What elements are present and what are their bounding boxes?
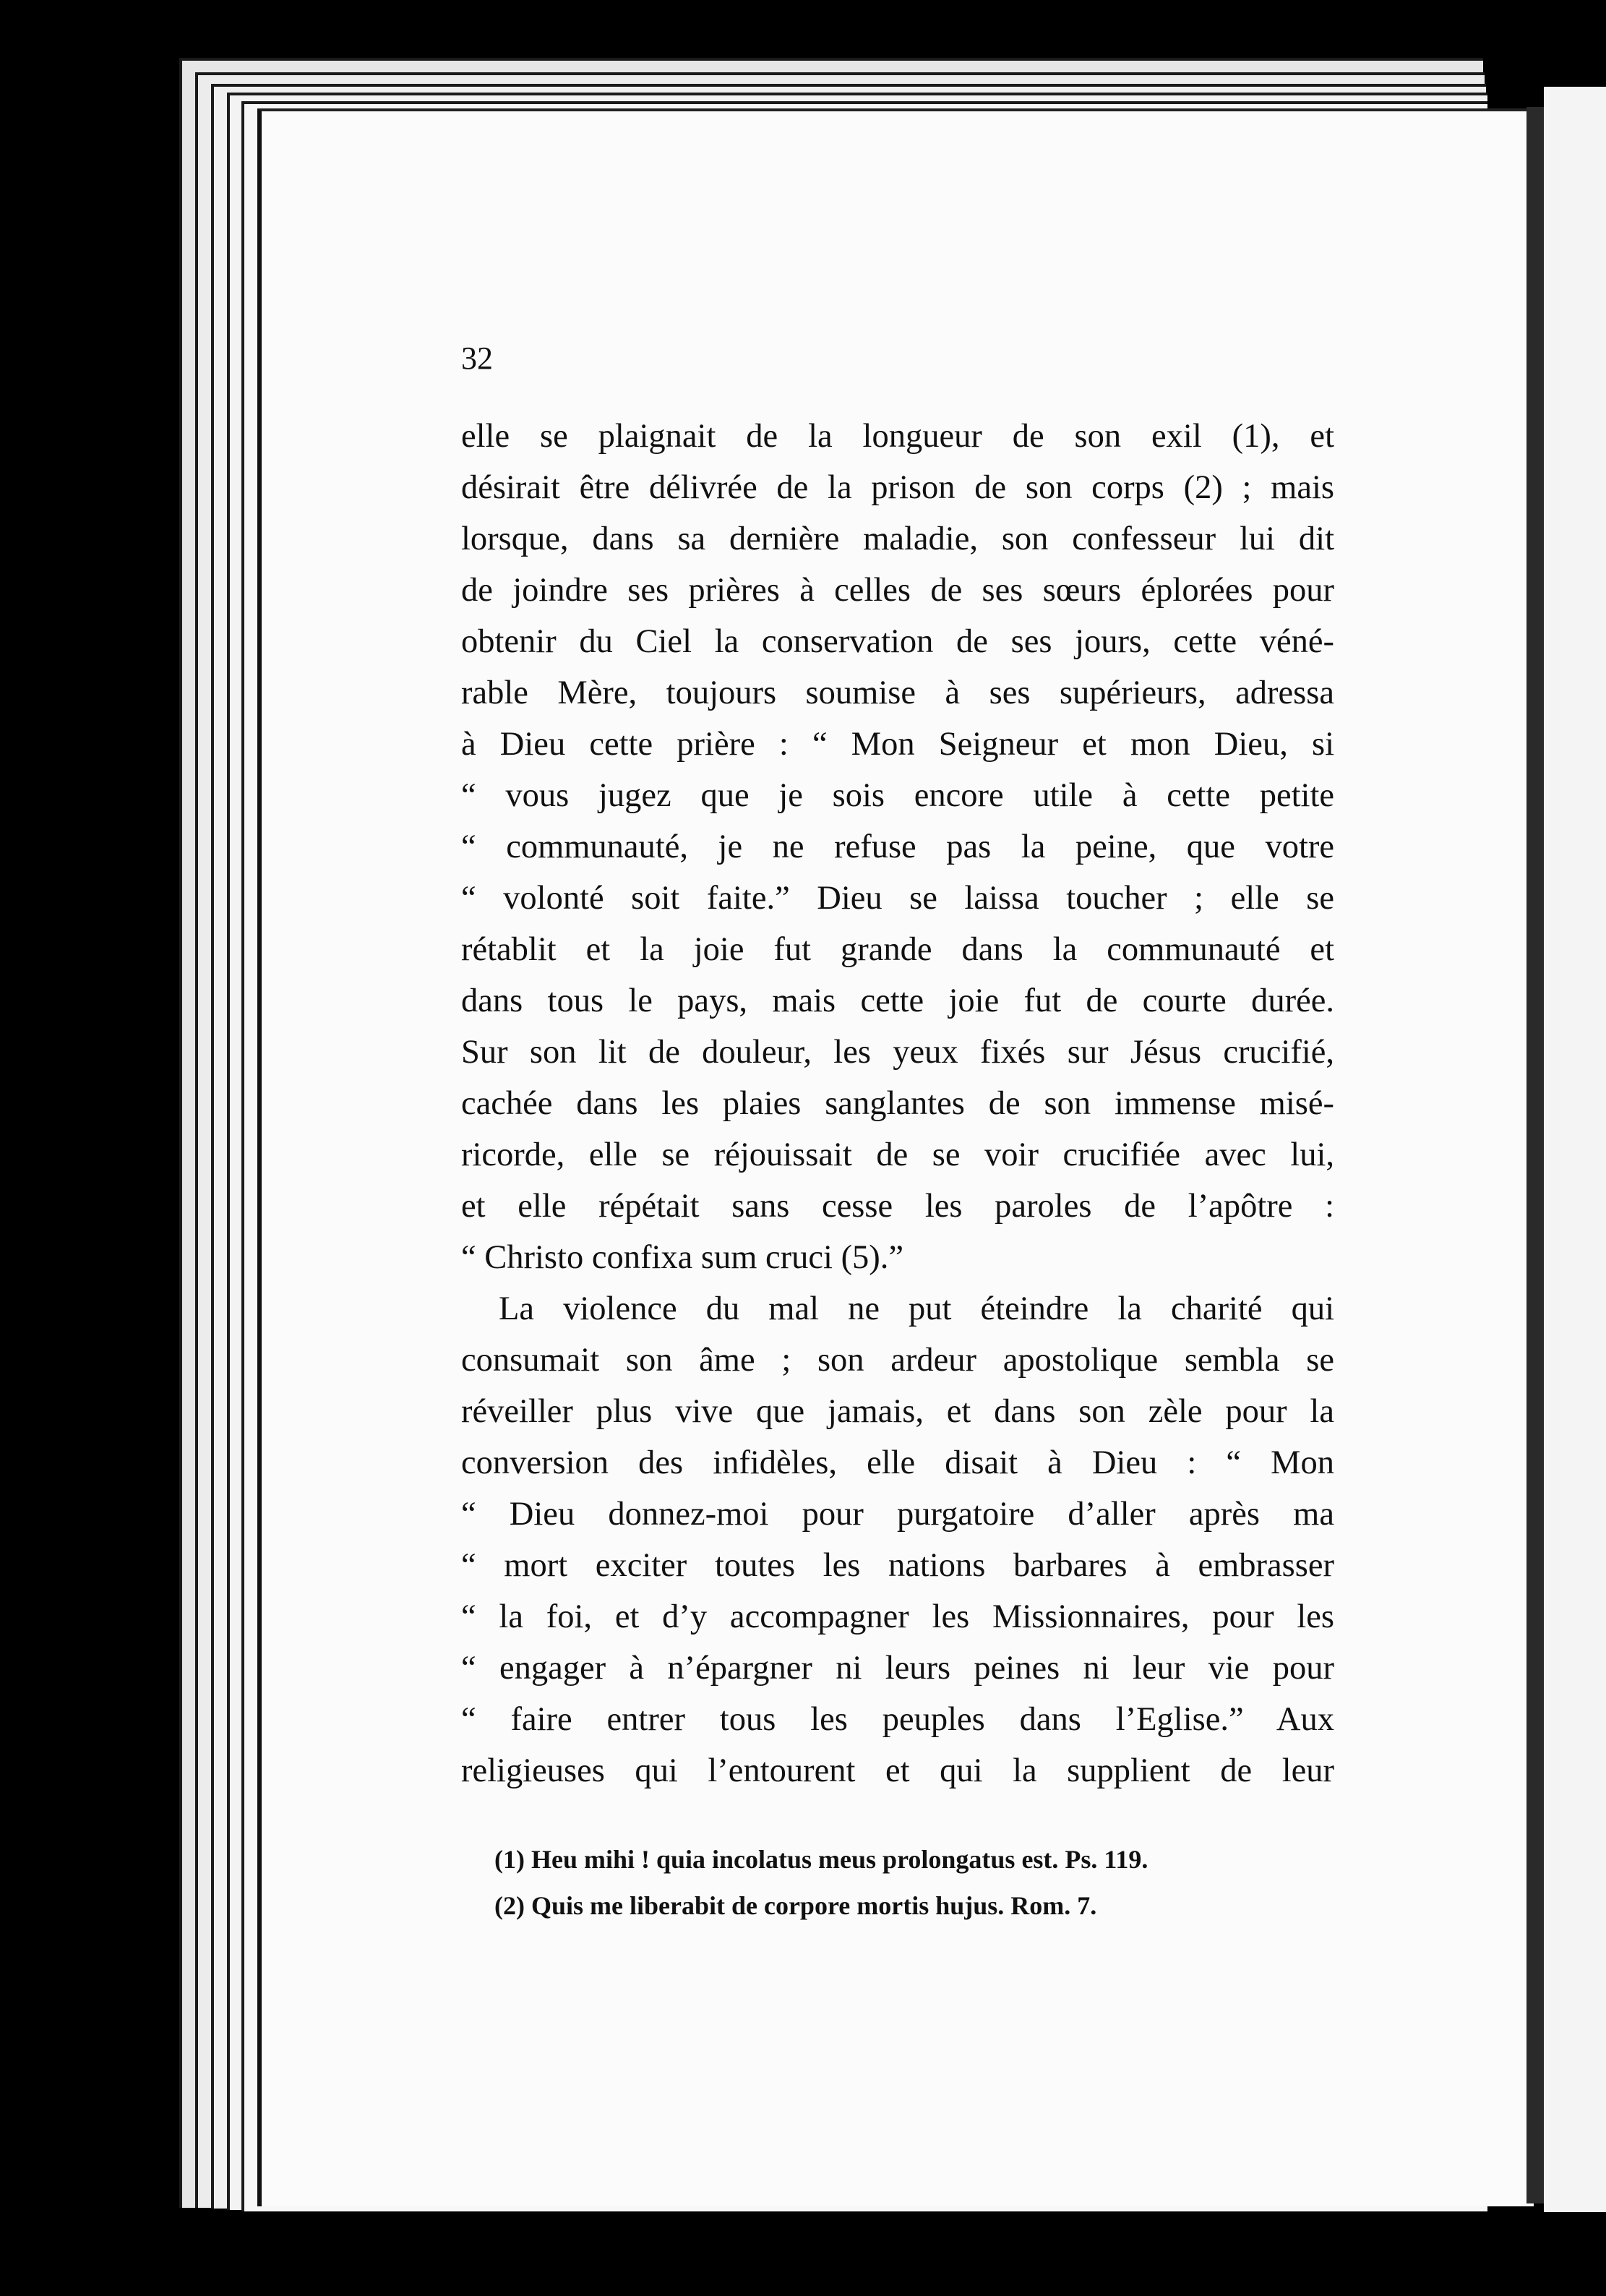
text-line: religieuses qui l’entourent et qui la supplient de leur bbox=[461, 1752, 1334, 1789]
text-line: cachée dans les plaies sanglantes de son immense misé- bbox=[461, 1085, 1334, 1122]
text-line: conversion des infidèles, elle disait à Dieu : “ Mon bbox=[461, 1444, 1334, 1481]
text-line: “ volonté soit faite.” Dieu se laissa toucher ; elle se bbox=[461, 880, 1334, 917]
text-line: désirait être délivrée de la prison de son corps (2) ; mais bbox=[461, 469, 1334, 506]
text-line: de joindre ses prières à celles de ses sœurs éplorées pour bbox=[461, 572, 1334, 609]
text-line: et elle répétait sans cesse les paroles de l’apôtre : bbox=[461, 1188, 1334, 1225]
text-line: rétablit et la joie fut grande dans la communauté et bbox=[461, 931, 1334, 968]
text-line: ricorde, elle se réjouissait de se voir crucifiée avec lui, bbox=[461, 1136, 1334, 1173]
text-line: à Dieu cette prière : “ Mon Seigneur et mon Dieu, si bbox=[461, 726, 1334, 763]
text-line: rable Mère, toujours soumise à ses supérieurs, adressa bbox=[461, 674, 1334, 711]
text-line: “ Christo confixa sum cruci (5).” bbox=[461, 1239, 904, 1276]
footnote: (1) Heu mihi ! quia incolatus meus prolongatus est. Ps. 119. bbox=[494, 1845, 1148, 1874]
text-line: consumait son âme ; son ardeur apostolique sembla se bbox=[461, 1342, 1334, 1379]
footnote: (2) Quis me liberabit de corpore mortis hujus. Rom. 7. bbox=[494, 1891, 1097, 1920]
text-line: Sur son lit de douleur, les yeux fixés sur Jésus crucifié, bbox=[461, 1034, 1334, 1071]
text-line: lorsque, dans sa dernière maladie, son confesseur lui dit bbox=[461, 521, 1334, 557]
facing-page-edge bbox=[1544, 87, 1606, 2212]
footnotes bbox=[494, 1836, 1289, 1929]
text-line: “ mort exciter toutes les nations barbares à embrasser bbox=[461, 1547, 1334, 1584]
text-line: “ Dieu donnez-moi pour purgatoire d’aller après ma bbox=[461, 1496, 1334, 1533]
text-line: “ engager à n’épargner ni leurs peines ni leur vie pour bbox=[461, 1650, 1334, 1687]
text-line: dans tous le pays, mais cette joie fut de courte durée. bbox=[461, 982, 1334, 1019]
text-line: obtenir du Ciel la conservation de ses jours, cette véné- bbox=[461, 623, 1334, 660]
text-line: “ vous jugez que je sois encore utile à cette petite bbox=[461, 777, 1334, 814]
text-line: “ la foi, et d’y accompagner les Missionnaires, pour les bbox=[461, 1598, 1334, 1635]
text-line: “ faire entrer tous les peuples dans l’Eglise.” Aux bbox=[461, 1701, 1334, 1738]
book-gutter bbox=[1526, 107, 1544, 2203]
text-line: réveiller plus vive que jamais, et dans son zèle pour la bbox=[461, 1393, 1334, 1430]
text-line: elle se plaignait de la longueur de son exil (1), et bbox=[461, 418, 1334, 455]
text-line: “ communauté, je ne refuse pas la peine, que votre bbox=[461, 828, 1334, 865]
text-line: La violence du mal ne put éteindre la charité qui bbox=[499, 1290, 1334, 1327]
body-text bbox=[461, 411, 1334, 1796]
page-number: 32 bbox=[461, 340, 493, 376]
